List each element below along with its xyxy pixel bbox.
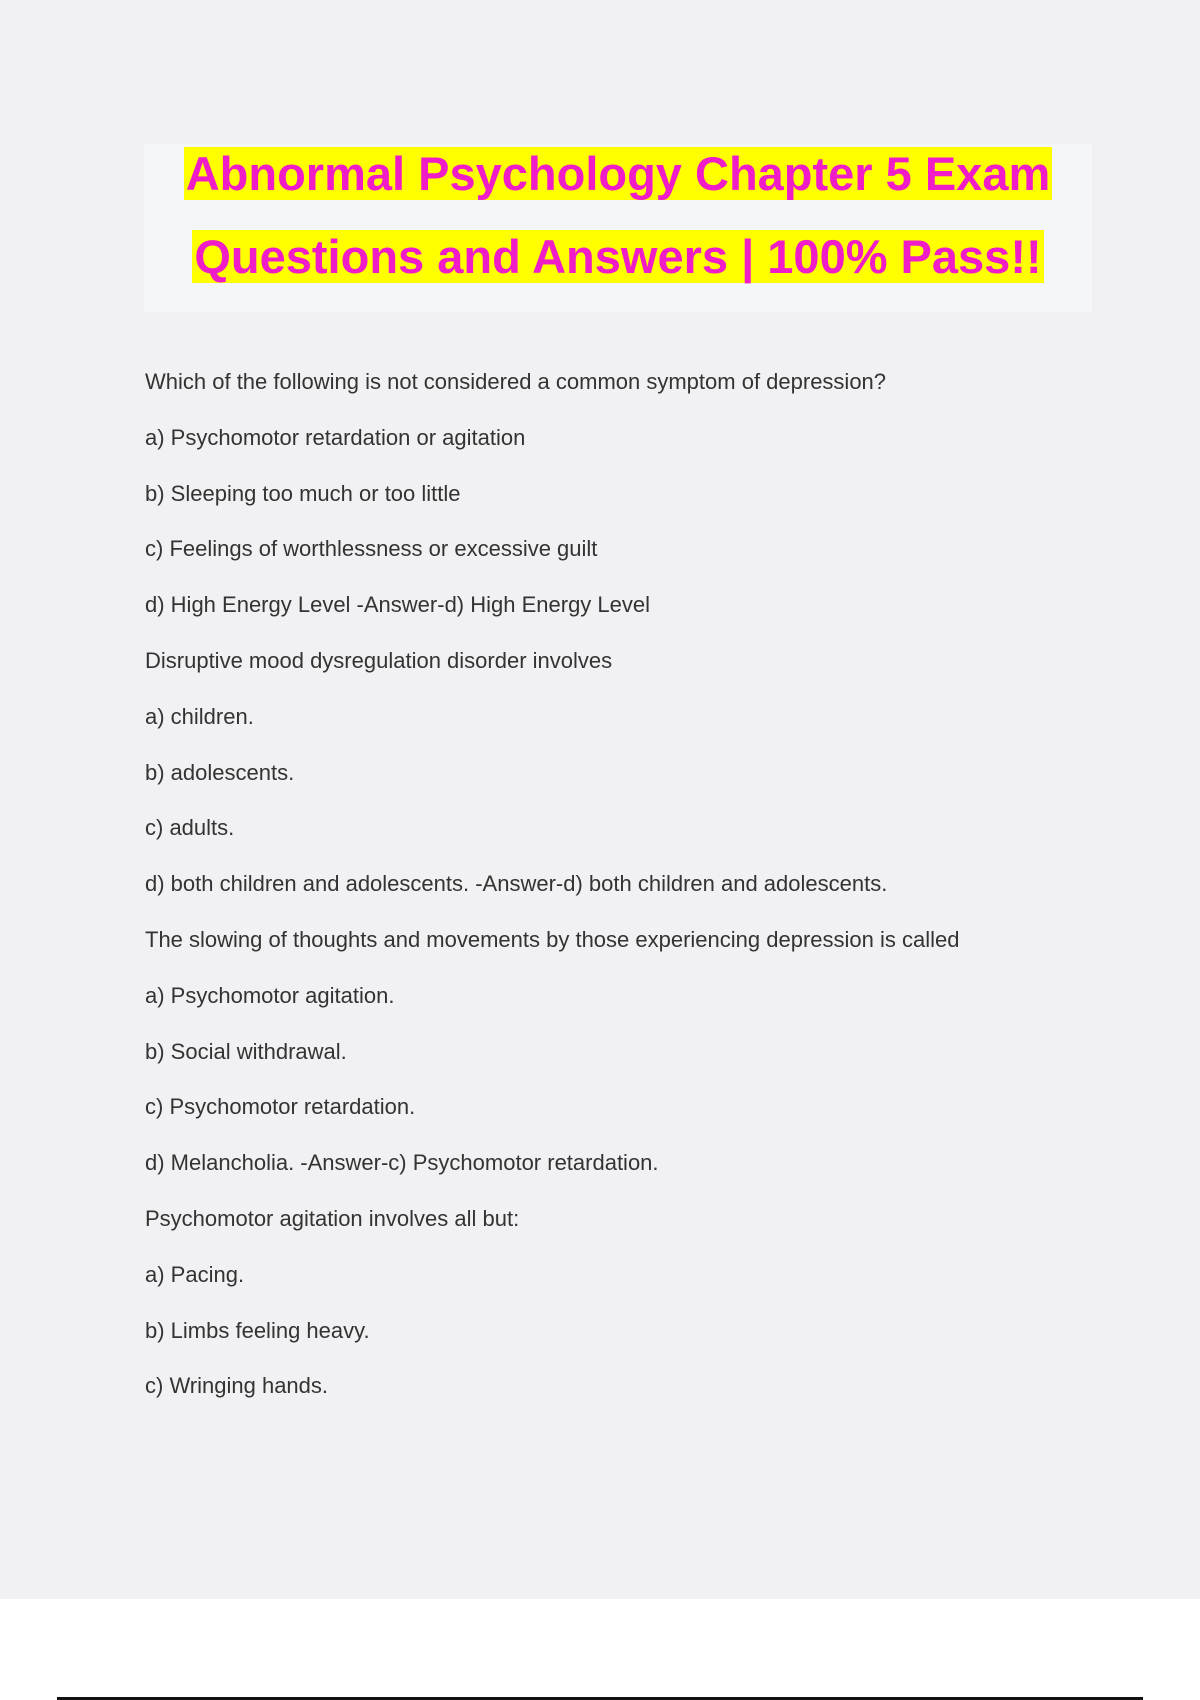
answer-option: a) Psychomotor agitation. bbox=[145, 982, 395, 1008]
answer-option: a) Pacing. bbox=[145, 1261, 245, 1287]
answer-option: d) both children and adolescents. -Answer-d) both children and adolescents. bbox=[145, 871, 888, 897]
title-text-1: Abnormal Psychology Chapter 5 Exam bbox=[185, 147, 1051, 200]
answer-option: d) Melancholia. -Answer-c) Psychomotor retardation. bbox=[145, 1150, 659, 1176]
question-text: Disruptive mood dysregulation disorder involves bbox=[145, 647, 613, 673]
answer-option: d) High Energy Level -Answer-d) High Energy Level bbox=[145, 592, 651, 618]
answer-option: b) Sleeping too much or too little bbox=[145, 480, 461, 506]
title-box bbox=[144, 144, 1092, 312]
question-text: Which of the following is not considered a common symptom of depression? bbox=[145, 369, 887, 394]
question-list bbox=[145, 366, 959, 1426]
answer-option: b) Social withdrawal. bbox=[145, 1038, 347, 1064]
answer-option: a) Psychomotor retardation or agitation bbox=[145, 424, 526, 450]
answer-option: c) Psychomotor retardation. bbox=[145, 1094, 416, 1120]
title-line-1 bbox=[144, 147, 1092, 201]
answer-option: b) adolescents. bbox=[145, 759, 295, 785]
answer-option: a) children. bbox=[145, 703, 254, 729]
answer-option: c) Feelings of worthlessness or excessive guilt bbox=[145, 536, 598, 562]
question-text: Psychomotor agitation involves all but: bbox=[145, 1205, 520, 1231]
question-text: The slowing of thoughts and movements by those experiencing depression is called bbox=[145, 926, 960, 952]
title-line-2 bbox=[144, 230, 1092, 284]
title-text-2: Questions and Answers | 100% Pass!! bbox=[194, 230, 1042, 283]
answer-option: c) Wringing hands. bbox=[145, 1373, 329, 1399]
answer-option: b) Limbs feeling heavy. bbox=[145, 1317, 370, 1343]
answer-option: c) adults. bbox=[145, 815, 235, 841]
